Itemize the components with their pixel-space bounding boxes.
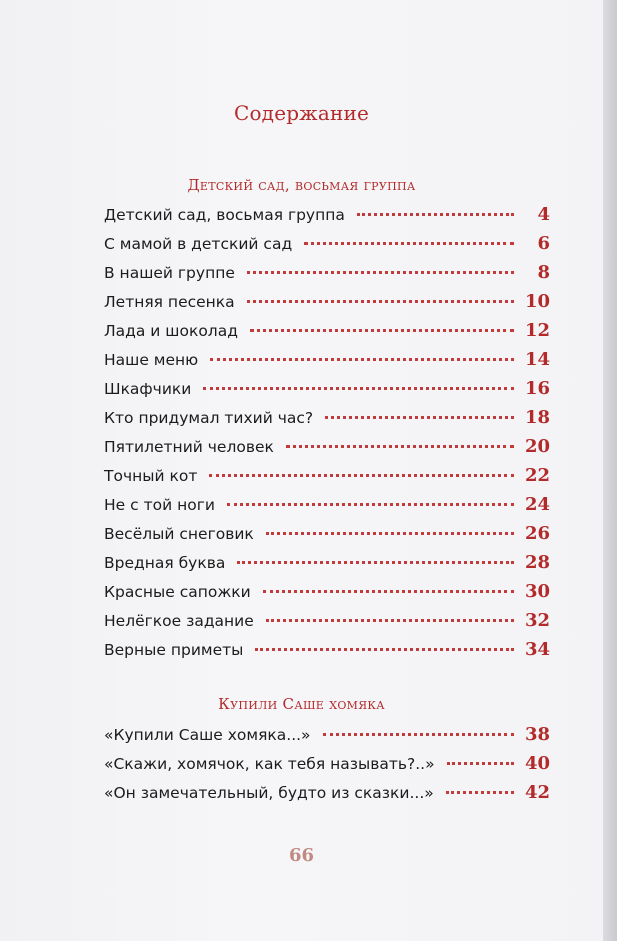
- dot-leader: [304, 242, 514, 245]
- toc-entry: [104, 606, 550, 635]
- toc-entry-page: 14: [524, 349, 550, 370]
- toc-list: [104, 720, 550, 807]
- dot-leader: [446, 791, 514, 794]
- toc-entry-page: 6: [537, 233, 550, 254]
- toc-entry-title: Лада и шоколад: [104, 322, 238, 340]
- toc-entry-title: Не с той ноги: [104, 496, 215, 514]
- toc-entry: [104, 635, 550, 664]
- toc-entry-page: 30: [524, 581, 550, 602]
- toc-entry-page: 8: [537, 262, 550, 283]
- toc-entry: [104, 432, 550, 461]
- toc-entry-page: 38: [524, 724, 550, 745]
- dot-leader: [255, 648, 514, 651]
- toc-entry-page: 24: [524, 494, 550, 515]
- toc-entry-title: Вредная буква: [104, 554, 226, 572]
- toc-entry-title: Кто придумал тихий час?: [104, 409, 314, 427]
- toc-entry-page: 28: [524, 552, 550, 573]
- dot-leader: [263, 590, 514, 593]
- toc-list: [104, 200, 550, 664]
- toc-entry-page: 32: [524, 610, 550, 631]
- toc-entry: [104, 374, 550, 403]
- toc-entry-page: 4: [537, 204, 550, 225]
- toc-entry-title: Пятилетний человек: [104, 438, 274, 456]
- toc-entry-page: 12: [524, 320, 550, 341]
- toc-entry-page: 16: [524, 378, 550, 399]
- toc-entry-title: Нелёгкое задание: [104, 612, 254, 630]
- toc-entry: [104, 548, 550, 577]
- dot-leader: [357, 213, 514, 216]
- toc-entry: [104, 316, 550, 345]
- toc-entry-title: Летняя песенка: [104, 293, 235, 311]
- dot-leader: [227, 503, 514, 506]
- toc-entry: [104, 287, 550, 316]
- toc-entry: [104, 258, 550, 287]
- dot-leader: [247, 271, 514, 274]
- toc-entry-page: 10: [524, 291, 550, 312]
- section-heading: Детский сад, восьмая группа: [187, 176, 416, 194]
- page-edge: [603, 0, 617, 941]
- toc-entry-title: Наше меню: [104, 351, 199, 369]
- toc-entry: [104, 200, 550, 229]
- dot-leader: [447, 762, 514, 765]
- toc-entry-title: С мамой в детский сад: [104, 235, 293, 253]
- toc-entry-page: 20: [524, 436, 550, 457]
- toc-entry: [104, 461, 550, 490]
- toc-entry-title: Детский сад, восьмая группа: [104, 206, 345, 224]
- toc-entry-page: 22: [524, 465, 550, 486]
- dot-leader: [266, 532, 514, 535]
- toc-entry: [104, 778, 550, 807]
- dot-leader: [203, 387, 514, 390]
- dot-leader: [325, 416, 514, 419]
- toc-entry: [104, 403, 550, 432]
- dot-leader: [266, 619, 514, 622]
- toc-entry-page: 26: [524, 523, 550, 544]
- toc-entry-title: Точный кот: [104, 467, 198, 485]
- toc-entry-title: Красные сапожки: [104, 583, 251, 601]
- toc-entry-page: 18: [524, 407, 550, 428]
- dot-leader: [209, 474, 514, 477]
- toc-entry-title: Верные приметы: [104, 641, 244, 659]
- dot-leader: [323, 733, 514, 736]
- toc-entry-title: «Скажи, хомячок, как тебя называть?..»: [104, 755, 435, 773]
- dot-leader: [286, 445, 514, 448]
- toc-entry: [104, 490, 550, 519]
- toc-entry-title: В нашей группе: [104, 264, 235, 282]
- toc-entry-page: 34: [524, 639, 550, 660]
- dot-leader: [210, 358, 514, 361]
- dot-leader: [250, 329, 514, 332]
- toc-entry: [104, 229, 550, 258]
- toc-entry-title: Шкафчики: [104, 380, 192, 398]
- page-title: Содержание: [233, 101, 370, 125]
- toc-entry: [104, 720, 550, 749]
- toc-entry: [104, 577, 550, 606]
- page-number-folio: 66: [288, 845, 315, 866]
- section-heading: Купили Саше хомяка: [218, 695, 385, 713]
- toc-entry-title: Весёлый снеговик: [104, 525, 254, 543]
- toc-entry-page: 42: [524, 782, 550, 803]
- toc-entry-page: 40: [524, 753, 550, 774]
- toc-entry: [104, 345, 550, 374]
- toc-entry-title: «Он замечательный, будто из сказки...»: [104, 784, 434, 802]
- toc-entry-title: «Купили Саше хомяка...»: [104, 726, 311, 744]
- dot-leader: [247, 300, 514, 303]
- dot-leader: [237, 561, 514, 564]
- toc-entry: [104, 519, 550, 548]
- toc-entry: [104, 749, 550, 778]
